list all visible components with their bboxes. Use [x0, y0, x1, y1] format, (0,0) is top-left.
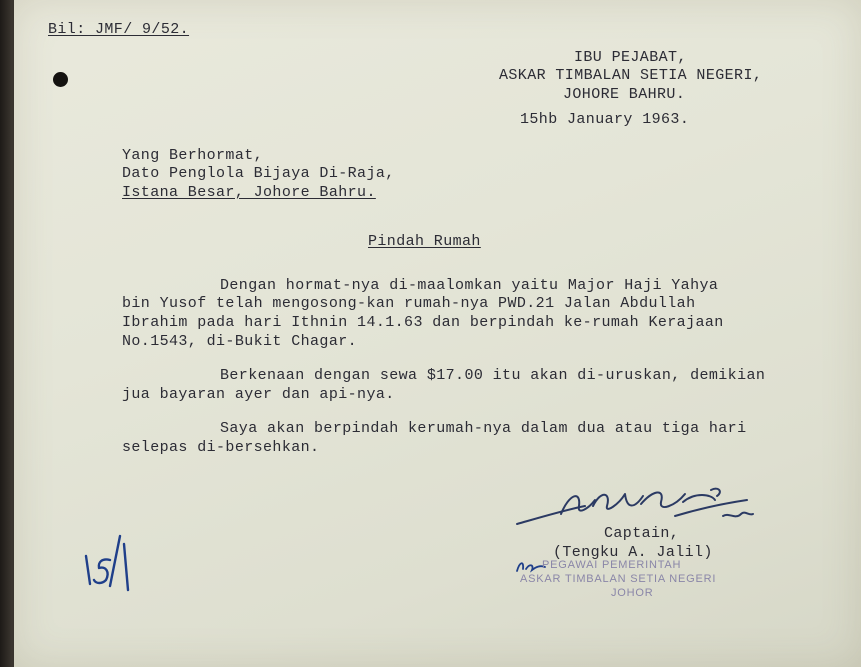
- body-line: Ibrahim pada hari Ithnin 14.1.63 dan berpindah ke-rumah Kerajaan: [122, 314, 724, 331]
- body-line: selepas di-bersehkan.: [122, 439, 320, 456]
- stamp-line: JOHOR: [611, 587, 654, 599]
- punch-hole: [53, 72, 68, 87]
- body-line: bin Yusof telah mengosong-kan rumah-nya PWD.21 Jalan Abdullah: [122, 295, 696, 312]
- body-line: Dengan hormat-nya di-maalomkan yaitu Major Haji Yahya: [220, 277, 719, 294]
- body-line: No.1543, di-Bukit Chagar.: [122, 333, 358, 350]
- stamp-line: ASKAR TIMBALAN SETIA NEGERI: [520, 573, 717, 585]
- signatory-name: (Tengku A. Jalil): [553, 544, 713, 561]
- body-line: Saya akan berpindah kerumah-nya dalam dua atau tiga hari: [220, 420, 747, 437]
- sender-address-line: JOHORE BAHRU.: [563, 86, 686, 103]
- signatory-rank: Captain,: [604, 525, 680, 542]
- handwritten-date-mark: [80, 526, 140, 596]
- letter-date: 15hb January 1963.: [520, 111, 690, 128]
- sender-address-line: ASKAR TIMBALAN SETIA NEGERI,: [499, 67, 763, 84]
- recipient-line: Istana Besar, Johore Bahru.: [122, 184, 376, 201]
- body-line: Berkenaan dengan sewa $17.00 itu akan di-uruskan, demikian: [220, 367, 766, 384]
- body-line: jua bayaran ayer dan api-nya.: [122, 386, 395, 403]
- reference-number: Bil: JMF/ 9/52.: [48, 21, 190, 38]
- sender-address-line: IBU PEJABAT,: [574, 49, 687, 66]
- letter-subject: Pindah Rumah: [368, 233, 481, 250]
- recipient-line: Dato Penglola Bijaya Di-Raja,: [122, 165, 395, 182]
- stamp-line: PEGAWAI PEMERINTAH: [542, 559, 682, 571]
- recipient-line: Yang Berhormat,: [122, 147, 264, 164]
